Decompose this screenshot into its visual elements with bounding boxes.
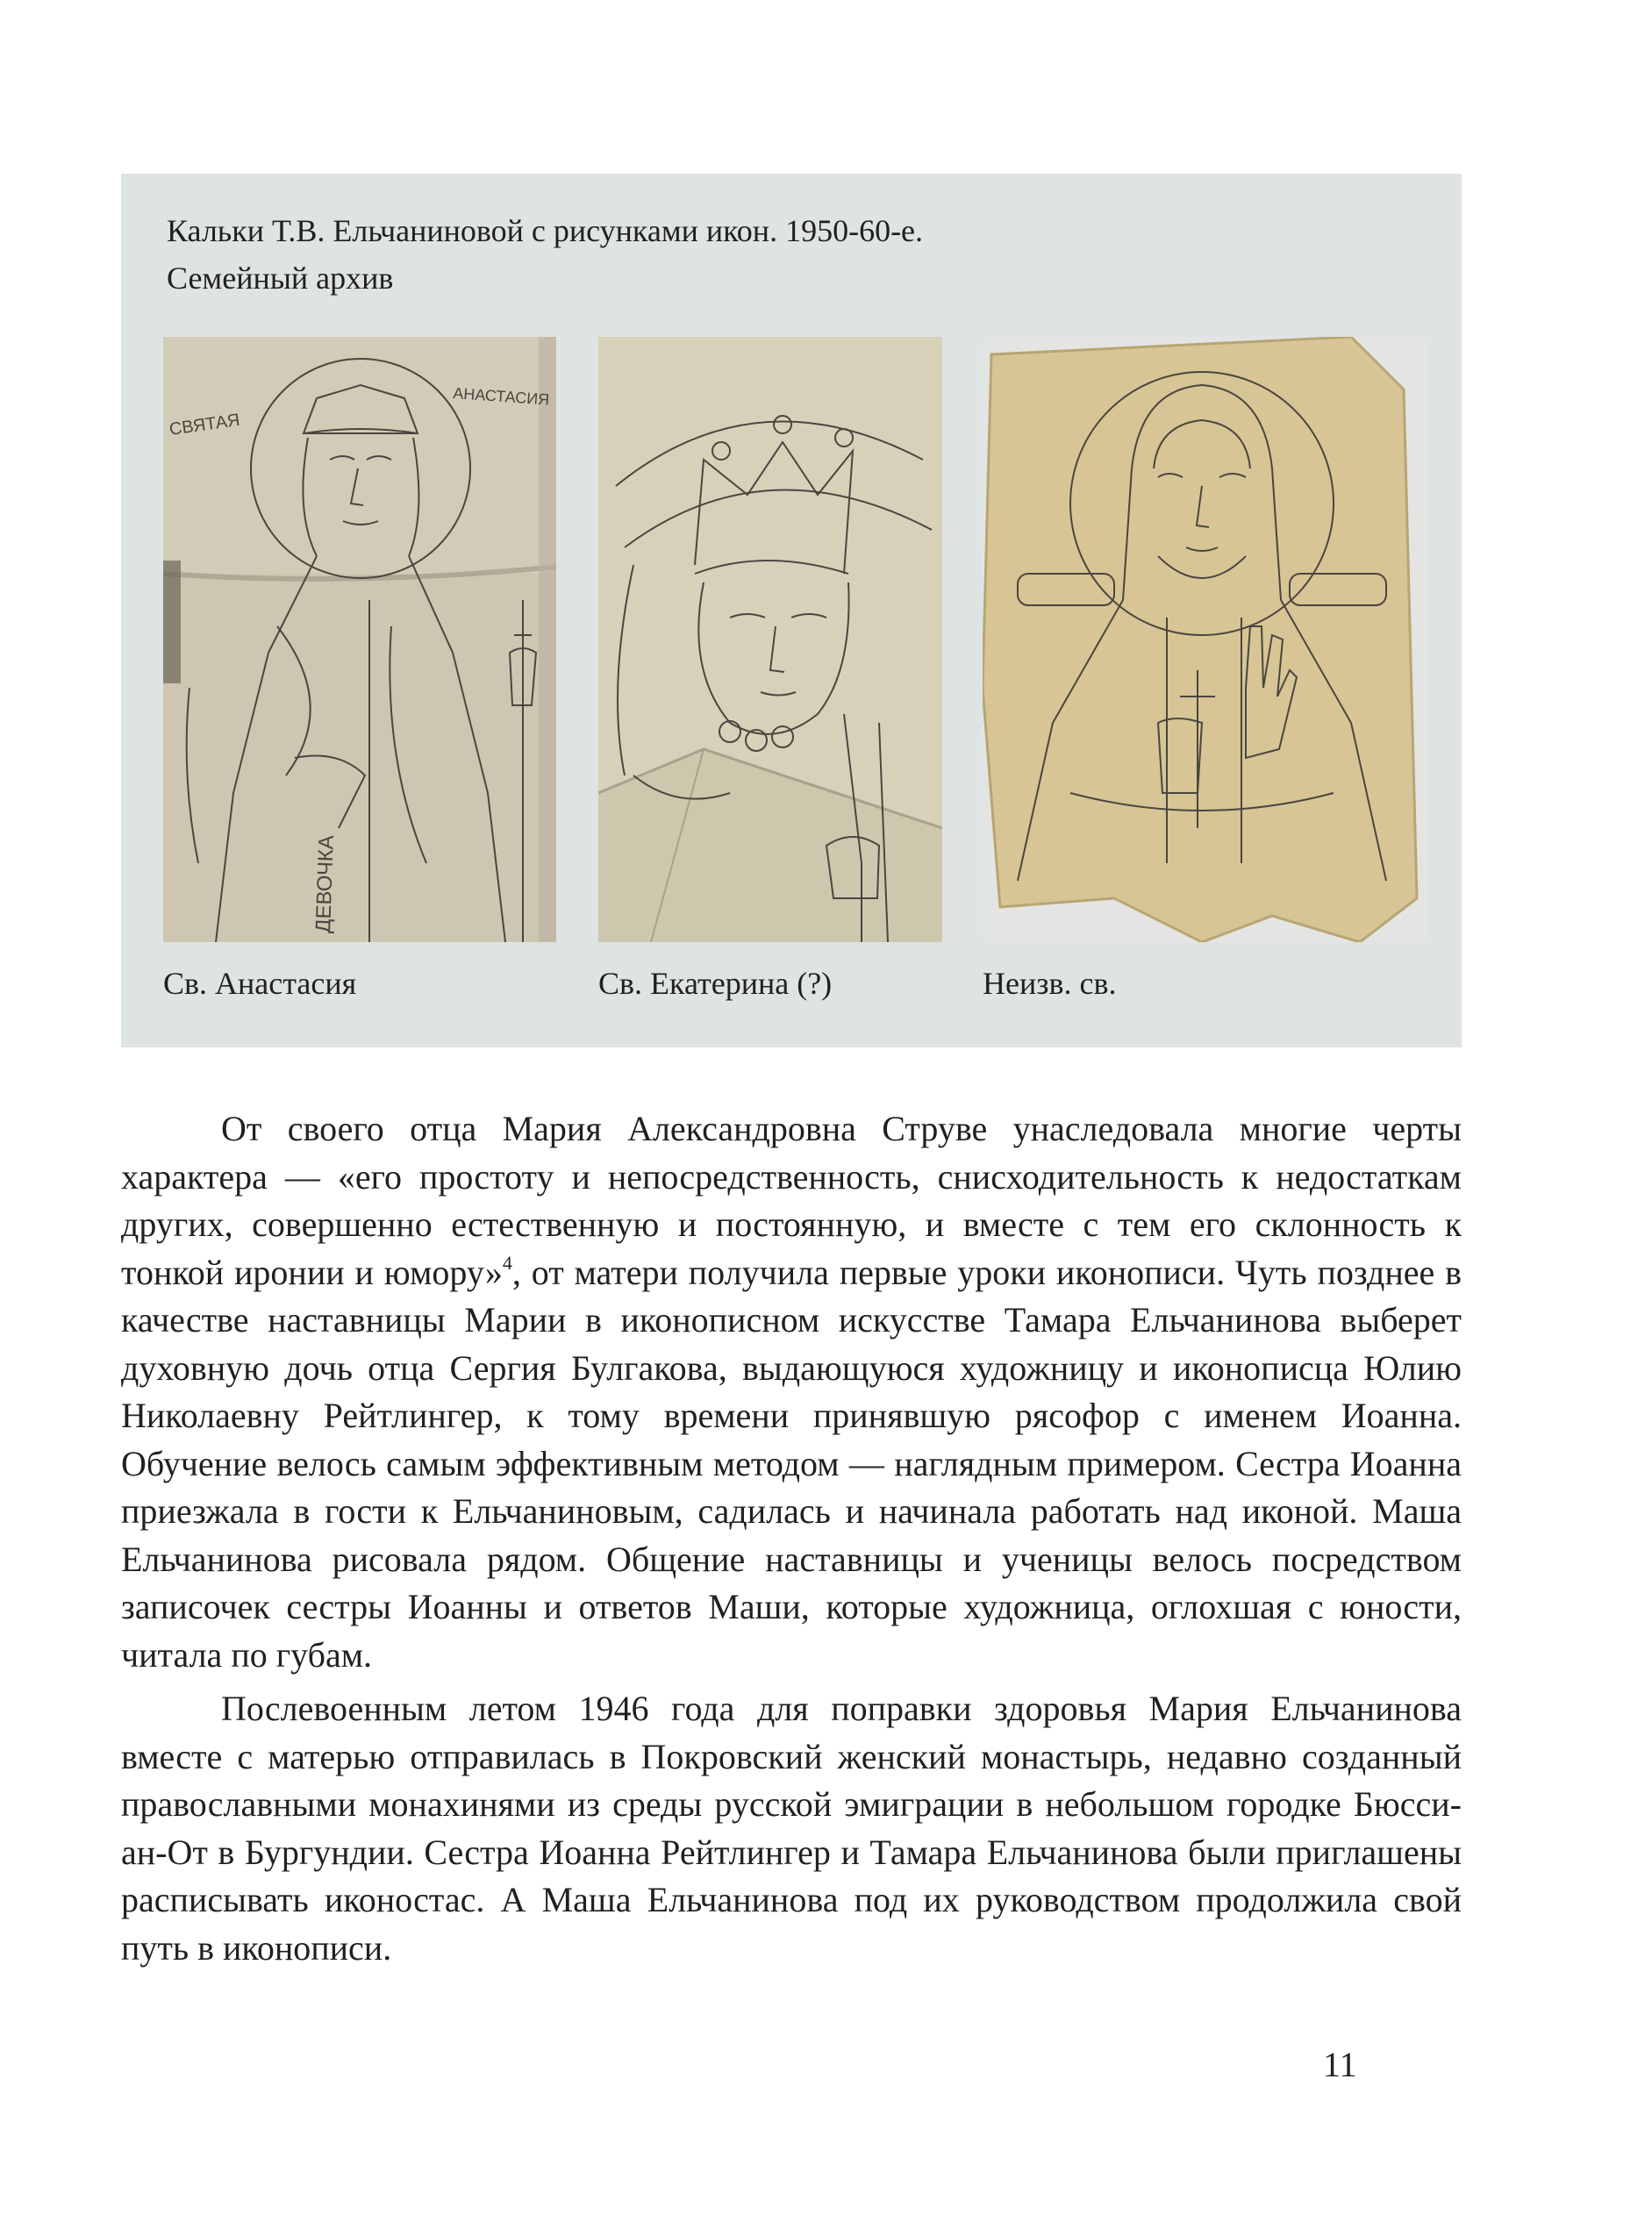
tracing-inscription-right: АНАСТАСИЯ	[452, 384, 550, 409]
photo-st-anastasia	[163, 337, 556, 942]
tracing-unknown-saint-image	[983, 337, 1428, 942]
tracing-inscription-vertical: ДЕВОЧКА	[311, 834, 339, 934]
photo-label-unknown-saint: Неизв. св.	[983, 966, 1117, 1001]
paragraph-1-part-a: От своего отца Мария Александровна Струве унаследовала многие черты характера — «его простоту и непосредственность, снисходительность к недостаткам других, совершенно естественную и постоянную, и вместе с тем его склонность к тонкой иронии и юмору»	[121, 1109, 1462, 1292]
footnote-ref-4[interactable]: 4	[502, 1251, 512, 1274]
tracing-anastasia-image	[163, 337, 556, 942]
figure-panel	[121, 174, 1462, 1047]
tracing-inscription-left: СВЯТАЯ	[168, 410, 241, 439]
body-text	[121, 1105, 1462, 1972]
tracing-catherine-image	[598, 337, 942, 942]
photo-unknown-saint	[983, 337, 1428, 942]
page-number: 11	[1323, 2045, 1357, 2084]
photo-label-st-catherine: Св. Екатерина (?)	[598, 966, 833, 1001]
paragraph-1	[121, 1105, 1462, 1679]
caption-line-1: Кальки Т.В. Ельчаниновой с рисунками икон. 1950-60-е.	[167, 213, 924, 248]
photo-st-catherine	[598, 337, 942, 942]
paragraph-1-part-b: , от матери получила первые уроки иконописи. Чуть позднее в качестве наставницы Марии в иконописном искусстве Тамара Ельчанинова выберет духовную дочь отца Сергия Булгакова, выдающуюся художницу и иконописца Юлию Николаевну Рейтлингер, к тому времени принявшую рясофор с именем Иоанна. Обучение велось самым эффективным методом — наглядным примером. Сестра Иоанна приезжала в гости к Ельчаниновым, садилась и начинала работать над иконой. Маша Ельчанинова рисовала рядом. Общение наставницы и ученицы велось посредством записочек сестры Иоанны и ответов Маши, которые художница, оглохшая с юности, читала по губам.	[121, 1252, 1462, 1675]
photo-label-st-anastasia: Св. Анастасия	[163, 966, 357, 1001]
figure-caption	[167, 207, 923, 302]
caption-line-2: Семейный архив	[167, 261, 394, 296]
paragraph-2: Послевоенным летом 1946 года для поправки здоровья Мария Ельчанинова вместе с матерью отправилась в Покровский женский монастырь, недавно созданный православными монахинями из среды русской эмиграции в небольшом городке Бюсси-ан-От в Бургундии. Сестра Иоанна Рейтлингер и Тамара Ельчанинова были приглашены расписывать иконостас. А Маша Ельчанинова под их руководством продолжила свой путь в иконописи.	[121, 1689, 1462, 1968]
